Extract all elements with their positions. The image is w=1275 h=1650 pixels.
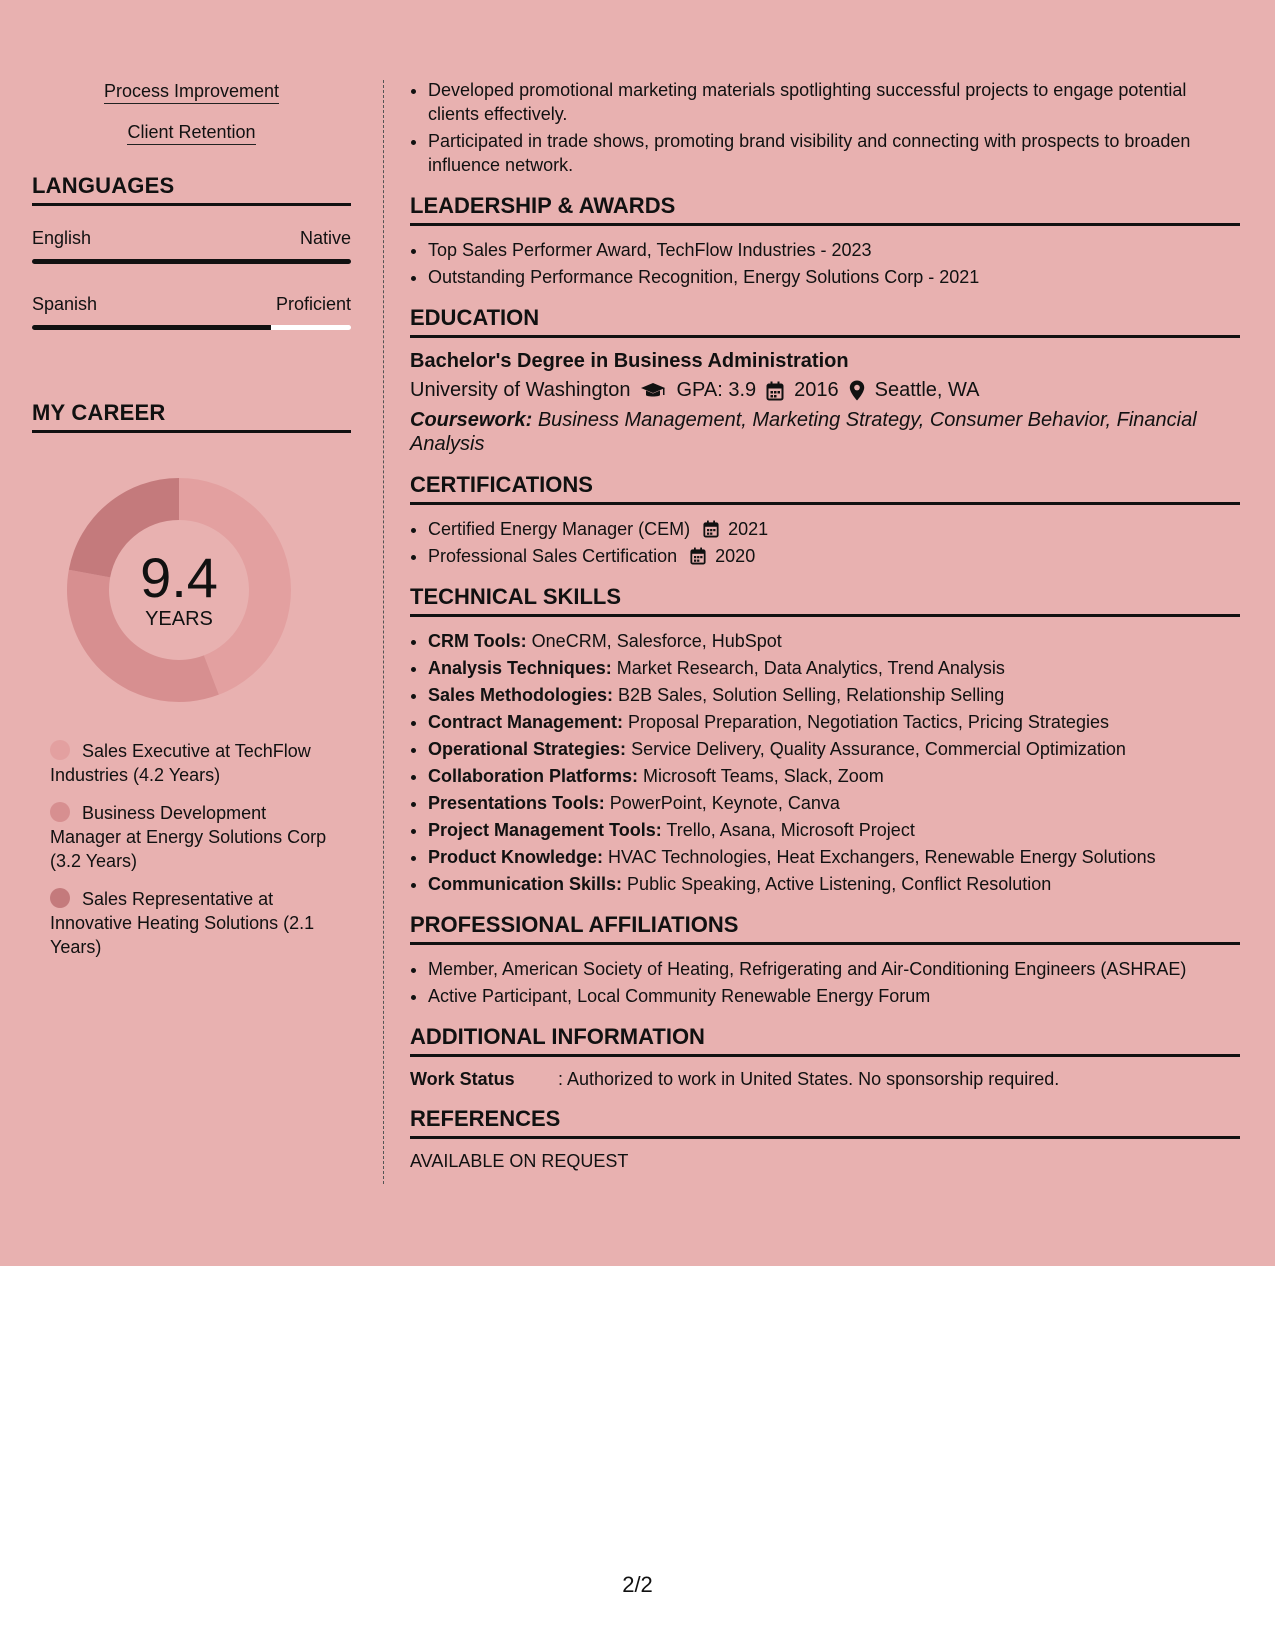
language-english [32, 228, 351, 264]
career-donut-chart [66, 477, 292, 703]
language-bar [32, 325, 351, 330]
location-pin-icon [849, 380, 865, 401]
education-coursework [410, 408, 1240, 456]
skill-value: Proposal Preparation, Negotiation Tactics, Pricing Strategies [628, 712, 1109, 732]
languages-heading: LANGUAGES [32, 173, 351, 206]
language-name: Spanish [32, 294, 98, 314]
column-divider [383, 80, 384, 1184]
list-item [428, 737, 1240, 761]
list-item: • Active Participant, Local Community Renewable Energy Forum [428, 984, 1240, 1008]
skill-value: Trello, Asana, Microsoft Project [666, 820, 915, 840]
affiliations-list [410, 957, 1240, 1008]
legend-dot [50, 740, 70, 760]
list-item: • Outstanding Performance Recognition, Energy Solutions Corp - 2021 [428, 265, 1240, 289]
list-item: • Member, American Society of Heating, Refrigerating and Air-Conditioning Engineers (ASHRAE) [428, 957, 1240, 981]
career-legend [50, 739, 340, 959]
certification-year: 2020 [715, 546, 756, 566]
skill-value: Service Delivery, Quality Assurance, Commercial Optimization [631, 739, 1126, 759]
skill-label: Product Knowledge: [428, 847, 603, 867]
sidebar [32, 80, 351, 973]
technical-skills-list [410, 629, 1240, 896]
leadership-heading: LEADERSHIP & AWARDS [410, 193, 1240, 226]
language-bar-fill [32, 259, 351, 264]
language-level: Proficient [275, 294, 351, 314]
skill-tag [32, 80, 351, 102]
education-degree: Bachelor's Degree in Business Administration [410, 350, 849, 372]
education-gpa: GPA: 3.9 [676, 379, 757, 401]
language-bar-fill [32, 325, 271, 330]
legend-dot [50, 888, 70, 908]
skill-label: Operational Strategies: [428, 739, 627, 759]
list-item: • Top Sales Performer Award, TechFlow Industries - 2023 [428, 238, 1240, 262]
certification-year: 2021 [728, 519, 769, 539]
list-item [428, 845, 1240, 869]
skill-value: Market Research, Data Analytics, Trend Analysis [616, 658, 1005, 678]
list-item: • Participated in trade shows, promoting brand visibility and connecting with prospects to broaden influence network. [428, 129, 1240, 177]
skill-label: Analysis Techniques: [428, 658, 612, 678]
skill-label: Contract Management: [428, 712, 624, 732]
skill-value: Microsoft Teams, Slack, Zoom [643, 766, 884, 786]
legend-item [50, 739, 340, 787]
legend-label: Sales Representative at Innovative Heating Solutions (2.1 Years) [50, 889, 315, 957]
education-meta [410, 379, 1240, 402]
leadership-list [410, 238, 1240, 289]
certifications-list [410, 517, 1240, 568]
page-number: 2/2 [622, 1572, 653, 1597]
education-school: University of Washington [410, 379, 631, 401]
certifications-heading: CERTIFICATIONS [410, 472, 1240, 505]
skill-label: Communication Skills: [428, 874, 623, 894]
list-item [428, 544, 1240, 568]
list-item [428, 791, 1240, 815]
experience-bullets [410, 78, 1240, 177]
work-status-value: : Authorized to work in United States. No sponsorship required. [558, 1069, 1060, 1089]
list-item [428, 656, 1240, 680]
career-total-unit: YEARS [145, 607, 213, 630]
skill-label: Sales Methodologies: [428, 685, 614, 705]
skill-tag [32, 121, 351, 143]
technical-skills-heading: TECHNICAL SKILLS [410, 584, 1240, 617]
career-total-years: 9.4 [140, 545, 218, 609]
affiliations-heading: PROFESSIONAL AFFILIATIONS [410, 912, 1240, 945]
skill-tag-label: Client Retention [127, 122, 255, 145]
skill-label: CRM Tools: [428, 631, 527, 651]
list-item [428, 517, 1240, 541]
coursework-value: Business Management, Marketing Strategy, Consumer Behavior, Financial Analysis [410, 409, 1197, 455]
legend-label: Business Development Manager at Energy Solutions Corp (3.2 Years) [50, 803, 327, 871]
main-content [410, 78, 1240, 1172]
certification-name: Professional Sales Certification [428, 546, 678, 566]
education-location: Seattle, WA [874, 379, 980, 401]
list-item: • Developed promotional marketing materials spotlighting successful projects to engage potential clients effectively. [428, 78, 1240, 126]
legend-item [50, 887, 340, 959]
career-heading: MY CAREER [32, 400, 351, 433]
additional-info-heading: ADDITIONAL INFORMATION [410, 1024, 1240, 1057]
donut-center [66, 477, 292, 703]
skill-value: HVAC Technologies, Heat Exchangers, Renewable Energy Solutions [608, 847, 1156, 867]
list-item [428, 872, 1240, 896]
certification-name: Certified Energy Manager (CEM) [428, 519, 691, 539]
language-name: English [32, 228, 92, 248]
skill-value: Public Speaking, Active Listening, Conflict Resolution [627, 874, 1052, 894]
graduation-cap-icon [640, 382, 666, 400]
references-heading: REFERENCES [410, 1106, 1240, 1139]
calendar-icon [703, 520, 719, 538]
work-status-label: Work Status [410, 1069, 515, 1089]
list-item [428, 764, 1240, 788]
coursework-label: Coursework: [410, 409, 533, 431]
language-bar [32, 259, 351, 264]
list-item [428, 683, 1240, 707]
education-year: 2016 [794, 379, 839, 401]
language-spanish [32, 294, 351, 330]
skill-value: OneCRM, Salesforce, HubSpot [531, 631, 782, 651]
skill-value: B2B Sales, Solution Selling, Relationship Selling [618, 685, 1005, 705]
legend-item [50, 801, 340, 873]
list-item [428, 818, 1240, 842]
legend-label: Sales Executive at TechFlow Industries (4.2 Years) [50, 741, 311, 785]
language-level: Native [299, 228, 351, 248]
skill-label: Presentations Tools: [428, 793, 605, 813]
calendar-icon [766, 381, 784, 401]
skill-tag-label: Process Improvement [104, 81, 279, 104]
skill-label: Project Management Tools: [428, 820, 662, 840]
list-item [428, 629, 1240, 653]
education-heading: EDUCATION [410, 305, 1240, 338]
legend-dot [50, 802, 70, 822]
references-text: AVAILABLE ON REQUEST [410, 1151, 629, 1171]
calendar-icon [690, 547, 706, 565]
skill-value: PowerPoint, Keynote, Canva [609, 793, 840, 813]
work-status-row [410, 1069, 1240, 1090]
skill-label: Collaboration Platforms: [428, 766, 639, 786]
list-item [428, 710, 1240, 734]
